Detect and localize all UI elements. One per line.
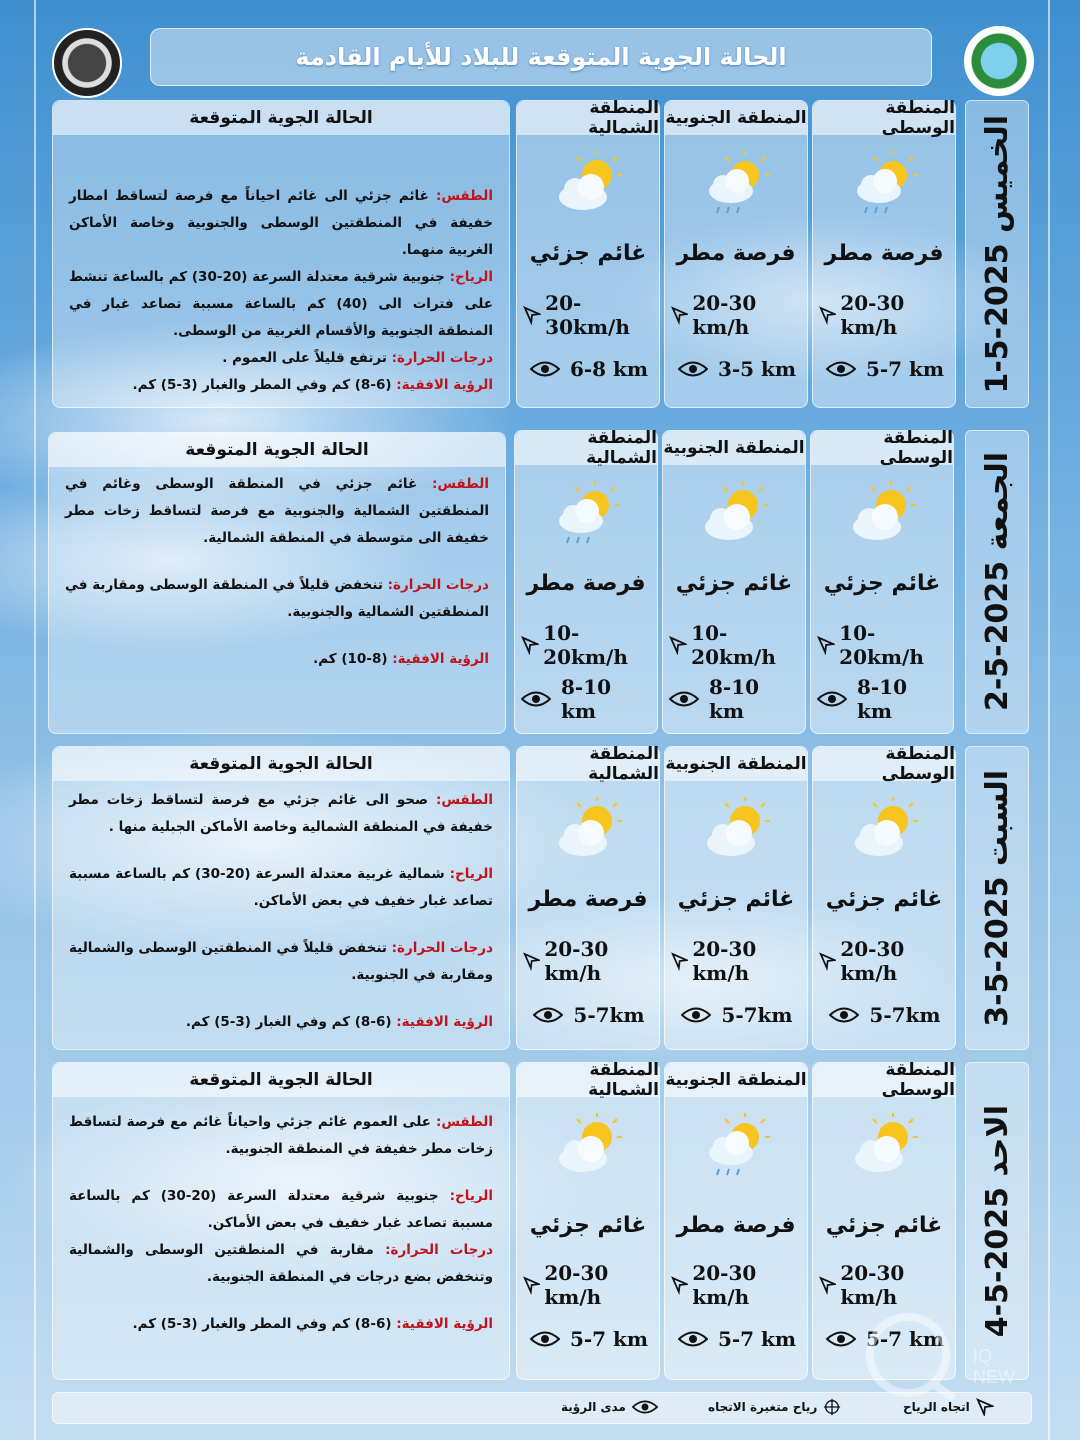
partly-cloudy-icon [699,481,769,551]
visibility-key: الرؤية الافقية: [392,651,489,667]
rain-chance-icon [551,481,621,551]
visibility-value: 5-7km [721,1003,793,1027]
region-card-southern [664,1062,808,1380]
wind-speed: 20-30 km/h [840,937,905,985]
temperature-text: ترتفع قليلاً على العموم . [222,350,392,366]
forecast-title: الحالة الجوية المتوقعة [185,440,369,460]
partly-cloudy-icon [553,797,623,867]
wind-direction-icon [669,635,687,655]
eye-icon [826,360,856,378]
eye-icon [678,360,708,378]
visibility-value: 8-10 km [709,675,760,723]
day-label-box [965,100,1029,408]
eye-icon [826,1330,856,1348]
visibility-value: 8-10 km [857,675,908,723]
region-title: المنطقة الجنوبية [665,1070,807,1090]
region-card-northern [516,100,660,408]
wind-direction-icon [521,635,539,655]
watermark-text: IQ NEW [973,1346,1015,1387]
condition-label: غائم جزئي [825,1213,943,1238]
eye-icon [678,1330,708,1348]
visibility-value: 8-10 km [561,675,612,723]
visibility-text: (6-8) كم وفي الغبار (3-5) كم. [185,1014,397,1030]
wind-speed: 20-30 km/h [692,291,757,339]
condition-label: فرصة مطر [526,571,646,596]
condition-label: غائم جزئي [677,887,795,912]
region-title: المنطقة الجنوبية [665,108,807,128]
visibility-value: 3-5 km [717,357,797,381]
temperature-text: تنخفض قليلاً في المنطقة الوسطى ومقاربة في المنطقتين الشمالية والجنوبية. [65,577,489,620]
watermark [858,1300,1015,1400]
wind-speed: 10-20km/h [839,621,924,669]
weather-key: الطقس: [435,1114,493,1130]
weather-key: الطقس: [435,792,493,808]
eye-icon [530,360,560,378]
watermark-logo-icon [858,1300,968,1400]
winds-text: جنوبية شرقية معتدلة السرعة (20-30) كم بالساعة مسببة تصاعد غبار خفيف في بعض الأماكن. [69,1188,493,1231]
winds-key: الرياح: [449,866,493,882]
visibility-value: 5-7 km [717,1327,797,1351]
region-title: المنطقة الشمالية [588,98,659,138]
eye-icon [681,1006,711,1024]
weather-text: غائم جزئي في المنطقة الوسطى وغائم في المنطقتين الشمالية والجنوبية مع فرصة لتساقط زخات مطر خفيفة الى متوسطة في المنطقة الشمالية. [65,476,489,546]
condition-label: غائم جزئي [825,887,943,912]
eye-icon [829,1006,859,1024]
weather-text: صحو الى غائم جزئي مع فرصة لتساقط زخات مطر خفيفة في المنطقة الشمالية وخاصة الأماكن الجبلية منها . [69,792,493,835]
wind-direction-icon [819,1275,836,1295]
ministry-logo [964,26,1034,96]
eye-icon [530,1330,560,1348]
temperature-key: درجات الحرارة: [385,1242,494,1258]
page-header [150,28,932,86]
wind-direction-icon [671,305,688,325]
day-label: الخميس 2025-5-1 [979,114,1015,394]
legend-label: اتجاه الرياح [903,1400,970,1414]
legend-item-wind-direction [903,1398,994,1416]
weather-key: الطقس: [431,476,489,492]
region-title: المنطقة الوسطى [881,744,955,784]
rain-chance-icon [701,151,771,221]
forecast-title: الحالة الجوية المتوقعة [189,754,373,774]
weather-text: على العموم غائم جزئي واحياناً غائم مع فرصة لتساقط زخات مطر خفيفة في المنطقة الجنوبية. [69,1114,493,1157]
region-title: المنطقة الجنوبية [665,754,807,774]
region-card-southern [664,100,808,408]
visibility-value: 6-8 km [569,357,649,381]
legend-item-visibility [561,1398,658,1416]
condition-label: غائم جزئي [529,1213,647,1238]
visibility-key: الرؤية الافقية: [396,1014,493,1030]
wind-speed: 20-30 km/h [840,1261,905,1309]
visibility-value: 5-7 km [865,1327,945,1351]
temperature-key: درجات الحرارة: [391,350,493,366]
region-card-southern [662,430,806,734]
wind-direction-icon [819,305,836,325]
day-label: الاحد 2025-5-4 [979,1104,1015,1338]
wind-speed: 20-30 km/h [692,937,757,985]
forecast-body [65,471,489,673]
region-card-southern [664,746,808,1050]
visibility-value: 5-7km [573,1003,645,1027]
rain-chance-icon [701,1113,771,1183]
region-title: المنطقة الوسطى [881,1060,955,1100]
winds-text: شمالية غربية معتدلة السرعة (20-30) كم بالساعة مسببة تصاعد غبار خفيف في بعض الأماكن. [69,866,493,909]
condition-label: فرصة مطر [676,241,796,266]
wind-direction-icon [523,1275,540,1295]
partly-cloudy-icon [849,1113,919,1183]
forecast-body [69,787,493,1036]
weather-text: غائم جزئي الى غائم احياناً مع فرصة لتساقط امطار خفيفة في المنطقتين الوسطى والجنوبية وخاصة الأماكن الغربية منهما. [69,188,493,258]
visibility-text: (6-8) كم وفي المطر والغبار (3-5) كم. [132,1316,397,1332]
forecast-text-panel [52,1062,510,1380]
wind-direction-icon [671,1275,688,1295]
condition-label: فرصة مطر [824,241,944,266]
rain-chance-icon [849,151,919,221]
condition-label: فرصة مطر [676,1213,796,1238]
region-card-northern [514,430,658,734]
region-card-northern [516,1062,660,1380]
eye-icon [817,690,847,708]
wind-speed: 20-30 km/h [544,937,609,985]
eye-icon [669,690,699,708]
region-card-central [810,430,954,734]
temperature-key: درجات الحرارة: [391,940,493,956]
visibility-key: الرؤية الافقية: [396,377,493,393]
wind-speed: 20-30 km/h [544,1261,609,1309]
partly-cloudy-icon [849,797,919,867]
eye-icon [521,690,551,708]
wind-direction-icon [819,951,836,971]
day-label: الجمعة 2025-5-2 [979,452,1015,712]
region-card-northern [516,746,660,1050]
forecast-body [69,1109,493,1338]
partly-cloudy-icon [701,797,771,867]
partly-cloudy-icon [847,481,917,551]
visibility-value: 5-7 km [569,1327,649,1351]
region-title: المنطقة الجنوبية [663,438,805,458]
wind-speed: 10-20km/h [543,621,628,669]
partly-cloudy-icon [553,1113,623,1183]
wind-speed: 20-30 km/h [840,291,905,339]
legend-label: رياح متغيرة الاتجاه [708,1400,818,1414]
region-title: المنطقة الوسطى [879,428,953,468]
region-title: المنطقة الشمالية [586,428,657,468]
wind-direction-icon [976,1398,994,1416]
winds-key: الرياح: [449,1188,493,1204]
region-title: المنطقة الشمالية [588,744,659,784]
region-title: المنطقة الشمالية [588,1060,659,1100]
region-card-central [812,746,956,1050]
winds-text: جنوبية شرقية معتدلة السرعة (20-30) كم بالساعة تنشط على فترات الى (40) كم بالساعة مسببة تصاعد غبار في المنطقة الجنوبية والأقسام الغربية من الوسطى. [69,269,493,339]
compass-icon [823,1398,841,1416]
wind-direction-icon [817,635,835,655]
visibility-text: (8-10) كم. [313,651,393,667]
wind-speed: 20-30 km/h [692,1261,757,1309]
day-label-box [965,746,1029,1050]
legend-item-variable-wind [708,1398,841,1416]
visibility-value: 5-7 km [865,357,945,381]
condition-label: فرصة مطر [528,887,648,912]
eye-icon [533,1006,563,1024]
forecast-text-panel [52,100,510,408]
temperature-key: درجات الحرارة: [387,577,489,593]
partly-cloudy-icon [553,151,623,221]
region-card-central [812,100,956,408]
condition-label: غائم جزئي [823,571,941,596]
wind-speed: 20-30km/h [545,291,630,339]
forecast-text-panel [52,746,510,1050]
visibility-text: (6-8) كم وفي المطر والغبار (3-5) كم. [132,377,397,393]
region-title: المنطقة الوسطى [881,98,955,138]
wind-direction-icon [671,951,688,971]
temperature-text: تنخفض قليلاً في المنطقتين الوسطى والشمالية ومقاربة في الجنوبية. [69,940,493,983]
temperature-text: مقاربة في المنطقتين الوسطى والشمالية وتنخفض بضع درجات في المنطقة الجنوبية. [69,1242,493,1285]
condition-label: غائم جزئي [529,241,647,266]
wind-speed: 10-20km/h [691,621,776,669]
day-label: السبت 2025-5-3 [979,769,1015,1027]
day-label-box [965,430,1029,734]
forecast-text-panel [48,432,506,734]
forecast-title: الحالة الجوية المتوقعة [189,108,373,128]
wind-direction-icon [523,951,540,971]
condition-label: غائم جزئي [675,571,793,596]
forecast-body [69,183,493,399]
weather-key: الطقس: [435,188,493,204]
forecast-title: الحالة الجوية المتوقعة [189,1070,373,1090]
visibility-key: الرؤية الافقية: [396,1316,493,1332]
visibility-value: 5-7km [869,1003,941,1027]
meteorology-seal-logo [52,28,122,98]
page-title: الحالة الجوية المتوقعة للبلاد للأيام القادمة [295,43,787,71]
legend-label: مدى الرؤية [561,1400,626,1414]
wind-direction-icon [523,305,541,325]
winds-key: الرياح: [449,269,493,285]
eye-icon [632,1398,658,1416]
